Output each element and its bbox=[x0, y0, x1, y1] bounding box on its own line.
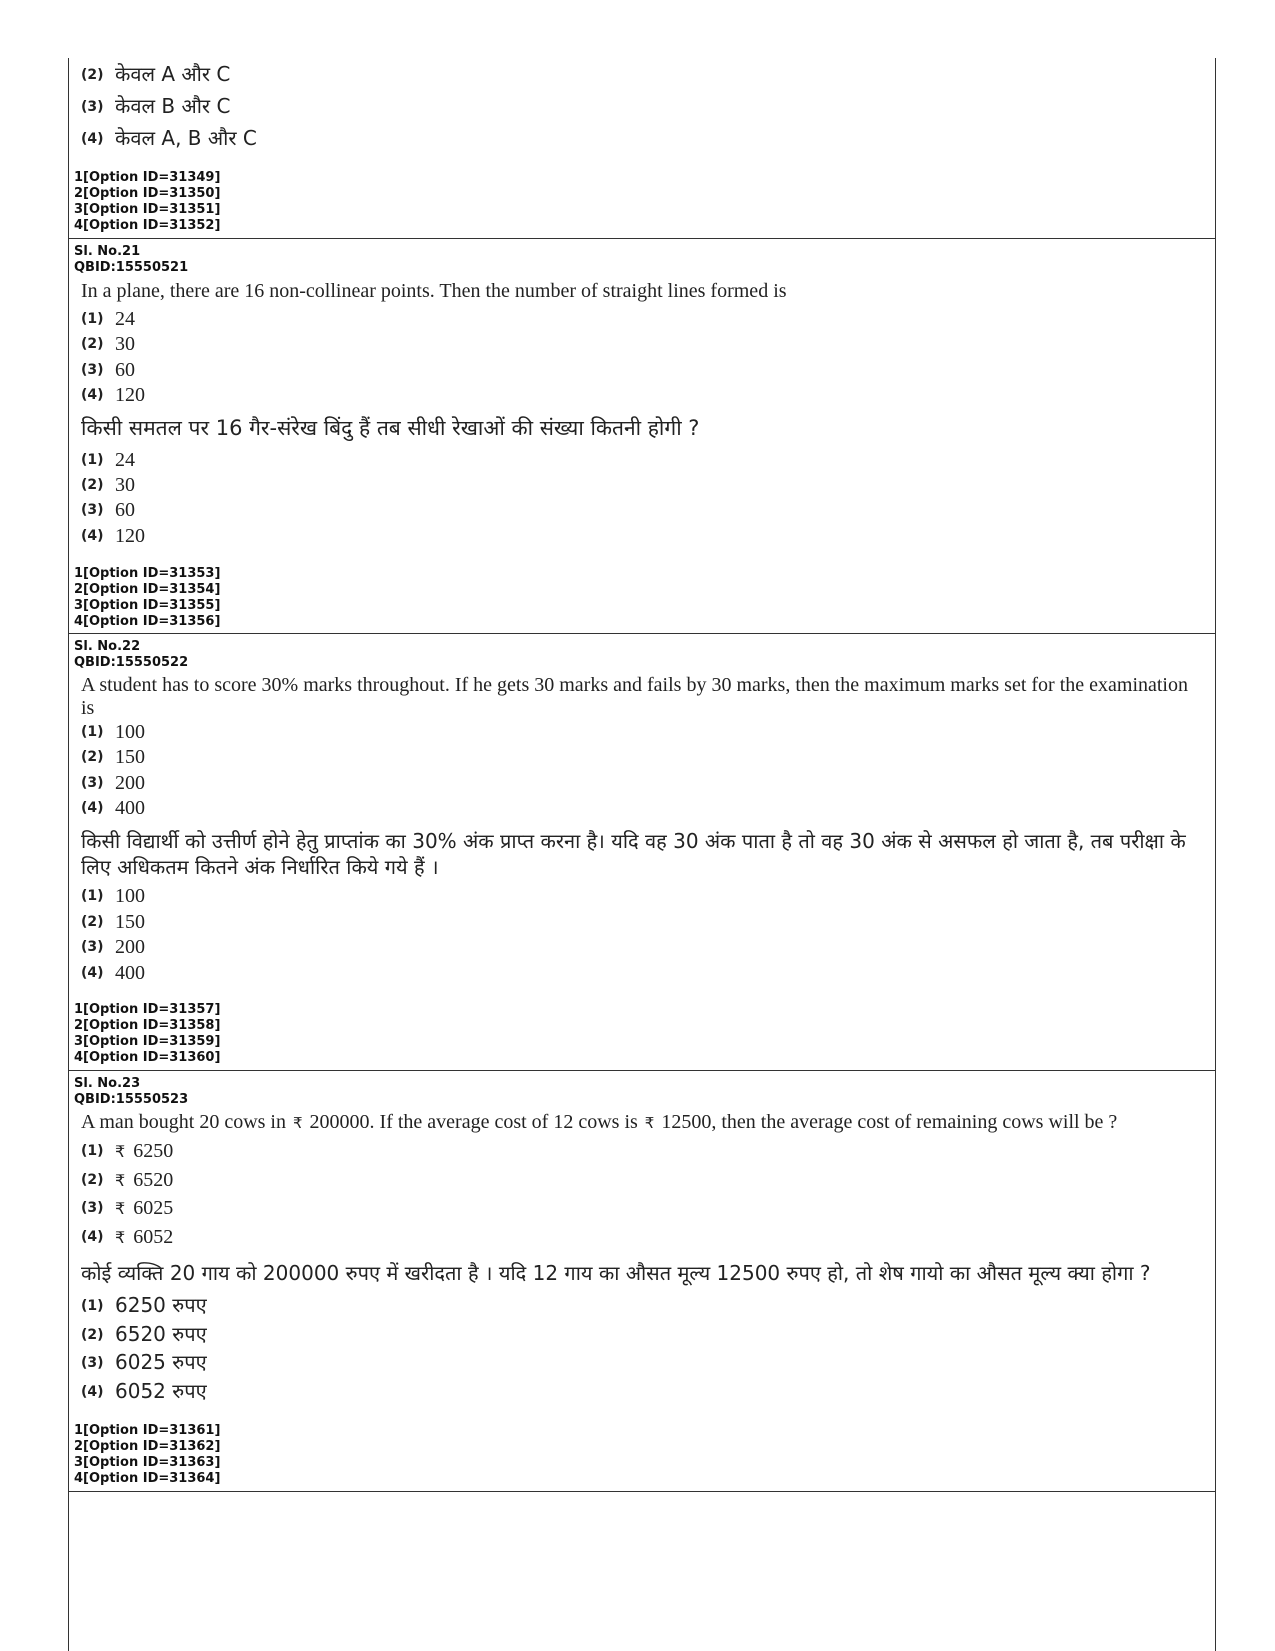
rupee-icon: ₹ bbox=[644, 1114, 655, 1132]
option-text: 150 bbox=[115, 911, 145, 933]
option-id: 4[Option ID=31356] bbox=[74, 614, 221, 629]
question-text-hi: कोई व्यक्ति 20 गाय को 200000 रुपए में खरीदता है । यदि 12 गाय का औसत मूल्य 12500 रुपए हो, तो शेष गायो का औसत मूल्य क्या होगा ? bbox=[81, 1261, 1151, 1285]
option-text: 400 bbox=[115, 797, 145, 819]
question-text-hi-line1: किसी विद्यार्थी को उत्तीर्ण होने हेतु प्राप्तांक का 30% अंक प्राप्त करना है। यदि वह 30 अंक पाता है तो वह 30 अंक से असफल हो जाता है, तब परीक्षा के bbox=[81, 829, 1186, 853]
option-row bbox=[81, 796, 145, 822]
question-text-en-line1: A student has to score 30% marks throughout. If he gets 30 marks and fails by 30 marks, then the maximum marks set for the examination bbox=[81, 674, 1188, 696]
option-id: 1[Option ID=31349] bbox=[74, 170, 221, 185]
option-id: 3[Option ID=31351] bbox=[74, 202, 221, 217]
rupee-icon: ₹ bbox=[115, 1199, 126, 1218]
question-text-en bbox=[81, 1110, 1117, 1135]
option-row bbox=[81, 771, 145, 797]
rupee-icon: ₹ bbox=[293, 1114, 303, 1132]
option-row bbox=[81, 1139, 173, 1165]
option-row bbox=[81, 1168, 173, 1194]
option-number: (4) bbox=[81, 1384, 104, 1400]
serial-number: Sl. No.21 bbox=[74, 244, 141, 259]
qbid: QBID:15550523 bbox=[74, 1092, 189, 1107]
option-number: (2) bbox=[81, 67, 104, 83]
option-number: (4) bbox=[81, 965, 104, 981]
option-row bbox=[81, 720, 145, 746]
option-text: 100 bbox=[115, 885, 145, 907]
serial-number: Sl. No.22 bbox=[74, 639, 141, 654]
row-divider bbox=[68, 1491, 1215, 1492]
option-id: 2[Option ID=31350] bbox=[74, 186, 221, 201]
option-row bbox=[81, 383, 145, 409]
option-text: 60 bbox=[115, 359, 135, 381]
option-text: 6520 रुपए bbox=[115, 1322, 207, 1346]
option-number: (1) bbox=[81, 1143, 104, 1159]
question-text-part: A man bought 20 cows in bbox=[81, 1111, 286, 1133]
qbid: QBID:15550521 bbox=[74, 260, 189, 275]
option-text: 6520 bbox=[133, 1169, 174, 1191]
option-number: (2) bbox=[81, 749, 104, 765]
qbid: QBID:15550522 bbox=[74, 655, 189, 670]
option-row bbox=[81, 1350, 207, 1377]
option-number: (3) bbox=[81, 362, 104, 378]
option-text: 200 bbox=[115, 772, 145, 794]
option-row bbox=[81, 910, 145, 936]
option-row bbox=[81, 498, 135, 524]
option-row bbox=[81, 473, 135, 499]
option-number: (1) bbox=[81, 1298, 104, 1314]
option-text: 24 bbox=[115, 449, 135, 471]
option-number: (4) bbox=[81, 800, 104, 816]
option-row bbox=[81, 745, 145, 771]
option-id: 2[Option ID=31354] bbox=[74, 582, 221, 597]
option-number: (1) bbox=[81, 452, 104, 468]
option-row bbox=[81, 307, 135, 333]
option-row bbox=[81, 94, 230, 121]
option-number: (4) bbox=[81, 131, 104, 147]
option-number: (3) bbox=[81, 1355, 104, 1371]
option-id: 3[Option ID=31359] bbox=[74, 1034, 221, 1049]
option-id: 2[Option ID=31358] bbox=[74, 1018, 221, 1033]
option-id: 4[Option ID=31352] bbox=[74, 218, 221, 233]
option-number: (3) bbox=[81, 775, 104, 791]
option-number: (4) bbox=[81, 387, 104, 403]
option-text: केवल B और C bbox=[115, 94, 231, 118]
option-text: 200 bbox=[115, 936, 145, 958]
option-text: केवल A और C bbox=[115, 62, 231, 86]
option-row bbox=[81, 524, 145, 550]
rupee-icon: ₹ bbox=[115, 1228, 126, 1247]
option-number: (2) bbox=[81, 336, 104, 352]
option-number: (2) bbox=[81, 1172, 104, 1188]
option-text: 30 bbox=[115, 474, 135, 496]
option-text: 6250 रुपए bbox=[115, 1293, 207, 1317]
option-number: (3) bbox=[81, 99, 104, 115]
option-id: 1[Option ID=31361] bbox=[74, 1423, 221, 1438]
option-number: (1) bbox=[81, 724, 104, 740]
option-text: 24 bbox=[115, 308, 135, 330]
option-text: 6052 bbox=[133, 1226, 174, 1248]
option-text: 30 bbox=[115, 333, 135, 355]
option-text: 60 bbox=[115, 499, 135, 521]
option-text: 6025 bbox=[133, 1197, 174, 1219]
option-number: (2) bbox=[81, 914, 104, 930]
option-row bbox=[81, 1196, 173, 1222]
option-text: 120 bbox=[115, 384, 145, 406]
option-text: 6052 रुपए bbox=[115, 1379, 207, 1403]
option-row bbox=[81, 935, 145, 961]
option-id: 3[Option ID=31363] bbox=[74, 1455, 221, 1470]
option-number: (3) bbox=[81, 939, 104, 955]
serial-number: Sl. No.23 bbox=[74, 1076, 141, 1091]
question-text-en: In a plane, there are 16 non-collinear points. Then the number of straight lines formed is bbox=[81, 280, 787, 302]
option-number: (1) bbox=[81, 311, 104, 327]
rupee-icon: ₹ bbox=[115, 1142, 126, 1161]
option-row bbox=[81, 358, 135, 384]
option-id: 4[Option ID=31364] bbox=[74, 1471, 221, 1486]
option-row bbox=[81, 1225, 173, 1251]
option-row bbox=[81, 332, 135, 358]
option-text: 150 bbox=[115, 746, 145, 768]
option-id: 2[Option ID=31362] bbox=[74, 1439, 221, 1454]
option-text: 100 bbox=[115, 721, 145, 743]
question-text-part: 200000. If the average cost of 12 cows is bbox=[309, 1111, 638, 1133]
option-id: 1[Option ID=31353] bbox=[74, 566, 221, 581]
question-text-hi-line2: लिए अधिकतम कितने अंक निर्धारित किये गये हैं । bbox=[81, 855, 439, 879]
option-number: (1) bbox=[81, 888, 104, 904]
row-divider bbox=[68, 238, 1215, 239]
option-number: (3) bbox=[81, 1200, 104, 1216]
option-text: 6025 रुपए bbox=[115, 1350, 207, 1374]
option-row bbox=[81, 1379, 207, 1406]
option-row bbox=[81, 62, 230, 89]
question-text-hi: किसी समतल पर 16 गैर-संरेख बिंदु हैं तब सीधी रेखाओं की संख्या कितनी होगी ? bbox=[81, 416, 700, 440]
option-text: केवल A, B और C bbox=[115, 126, 257, 150]
option-row bbox=[81, 961, 145, 987]
option-number: (3) bbox=[81, 502, 104, 518]
option-number: (4) bbox=[81, 528, 104, 544]
row-divider bbox=[68, 1070, 1215, 1071]
option-text: 6250 bbox=[133, 1140, 174, 1162]
option-row bbox=[81, 884, 145, 910]
option-text: 400 bbox=[115, 962, 145, 984]
question-text-en-line2: is bbox=[81, 697, 95, 719]
option-id: 3[Option ID=31355] bbox=[74, 598, 221, 613]
question-text-part: 12500, then the average cost of remaining cows will be ? bbox=[661, 1111, 1118, 1133]
option-row bbox=[81, 1322, 207, 1349]
option-id: 1[Option ID=31357] bbox=[74, 1002, 221, 1017]
option-text: 120 bbox=[115, 525, 145, 547]
option-id: 4[Option ID=31360] bbox=[74, 1050, 221, 1065]
option-row bbox=[81, 1293, 207, 1320]
option-row bbox=[81, 126, 257, 153]
option-number: (4) bbox=[81, 1229, 104, 1245]
row-divider bbox=[68, 633, 1215, 634]
option-number: (2) bbox=[81, 1327, 104, 1343]
option-number: (2) bbox=[81, 477, 104, 493]
rupee-icon: ₹ bbox=[115, 1171, 126, 1190]
option-row bbox=[81, 448, 135, 474]
